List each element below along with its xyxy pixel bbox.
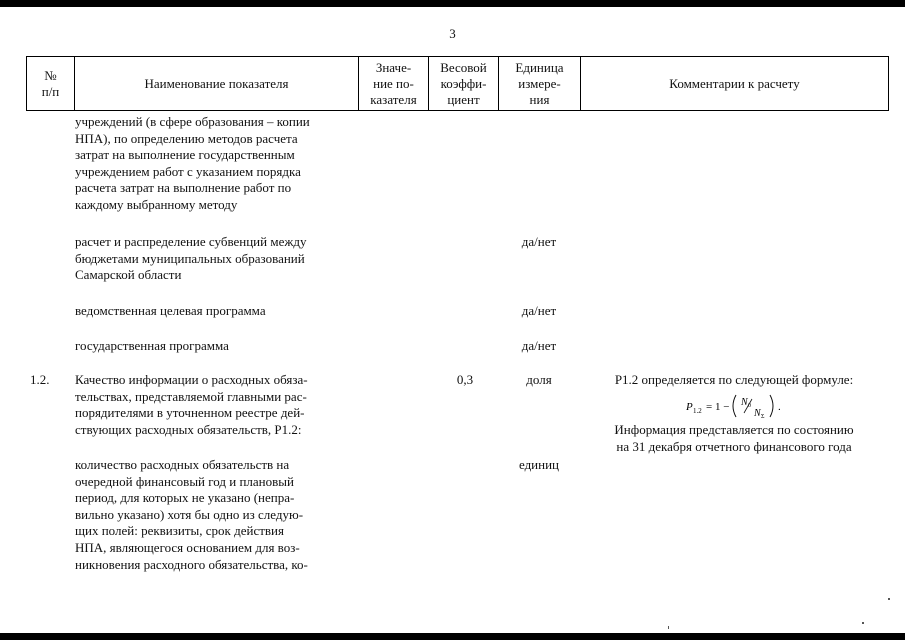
- text-line: Самарской области: [75, 267, 182, 283]
- row-1-2-weight: 0,3: [456, 372, 474, 387]
- text-line: период, для которых не указано (непра-: [75, 490, 295, 506]
- formula-lhs: P: [686, 401, 693, 413]
- row-subvention-name: [75, 234, 357, 284]
- text-line: затрат на выполнение государственным: [75, 147, 295, 163]
- text-line: порядителями в уточненном реестре дей-: [75, 405, 305, 421]
- formula: [686, 391, 796, 421]
- text-line: учреждений (в сфере образования – копии: [75, 114, 310, 129]
- row-1-2-unit: доля: [526, 372, 552, 387]
- formula-numerator-sub: 0: [748, 403, 751, 409]
- scan-speck: [862, 622, 864, 624]
- text-line: учреждением работ с указанием порядка: [75, 163, 301, 179]
- scan-speck: [888, 598, 890, 600]
- text-line: расчет и распределение субвенций между: [75, 234, 307, 249]
- row-subvention-unit: да/нет: [521, 234, 557, 249]
- header-name: Наименование показателя: [75, 57, 359, 111]
- text-line: расчета затрат на выполнение работ по: [75, 180, 292, 196]
- text-line: тельствах, представляемой главными рас-: [75, 388, 307, 404]
- header-weight: Весовой коэффи- циент: [429, 57, 499, 111]
- text-line: ствующих расходных обязательств, P1.2:: [75, 421, 302, 437]
- text-line: количество расходных обязательств на: [75, 457, 290, 472]
- formula-period: .: [778, 401, 781, 413]
- row-gp-unit: да/нет: [521, 338, 557, 353]
- text-line: бюджетами муниципальных образований: [75, 250, 305, 266]
- formula-right-paren: [770, 395, 773, 417]
- header-unit: Единица измере- ния: [499, 57, 581, 111]
- formula-lhs-sub: 1.2: [693, 407, 702, 415]
- row-gp-name: государственная программа: [75, 338, 229, 353]
- row-vcp-unit: да/нет: [521, 303, 557, 318]
- text-line: НПА, являющегося основанием для воз-: [75, 539, 300, 555]
- text-line: никновения расходного обязательства, ко-: [75, 556, 308, 572]
- formula-left-paren: [733, 395, 736, 417]
- row-1-2-name: [75, 372, 357, 438]
- table-header: [26, 56, 889, 111]
- formula-denominator-sub: Σ: [761, 414, 765, 420]
- header-num: № п/п: [27, 57, 75, 111]
- bottom-border: [0, 633, 905, 640]
- page-number: 3: [449, 26, 456, 41]
- row-1-2-comment-info: [580, 422, 888, 455]
- header-value: Значе- ние по- казателя: [359, 57, 429, 111]
- row-1-2-comment-formula-intro: P1.2 определяется по следующей формуле:: [614, 372, 854, 387]
- header-comment: Комментарии к расчету: [581, 57, 889, 111]
- scan-speck: [668, 626, 669, 629]
- text-line: очередной финансовый год и плановый: [75, 473, 294, 489]
- row-1-2-number: 1.2.: [30, 372, 50, 387]
- text-line: НПА), по определению методов расчета: [75, 130, 298, 146]
- text-line: Качество информации о расходных обяза-: [75, 372, 308, 387]
- text-line: Информация представляется по состоянию: [614, 422, 854, 437]
- formula-denominator: N: [754, 408, 761, 419]
- row-continuation: [75, 114, 357, 214]
- text-line: каждому выбранному методу: [75, 196, 238, 212]
- row-count-unit: единиц: [518, 457, 560, 472]
- top-border: [0, 0, 905, 7]
- row-vcp-name: ведомственная целевая программа: [75, 303, 266, 318]
- text-line: вильно указано) хотя бы одно из следую-: [75, 506, 304, 522]
- formula-eq: = 1 −: [706, 401, 730, 413]
- text-line: щих полей: реквизиты, срок действия: [75, 523, 284, 539]
- text-line: на 31 декабря отчетного финансового года: [616, 438, 852, 454]
- formula-numerator: N: [741, 397, 748, 408]
- row-count-name: [75, 457, 357, 573]
